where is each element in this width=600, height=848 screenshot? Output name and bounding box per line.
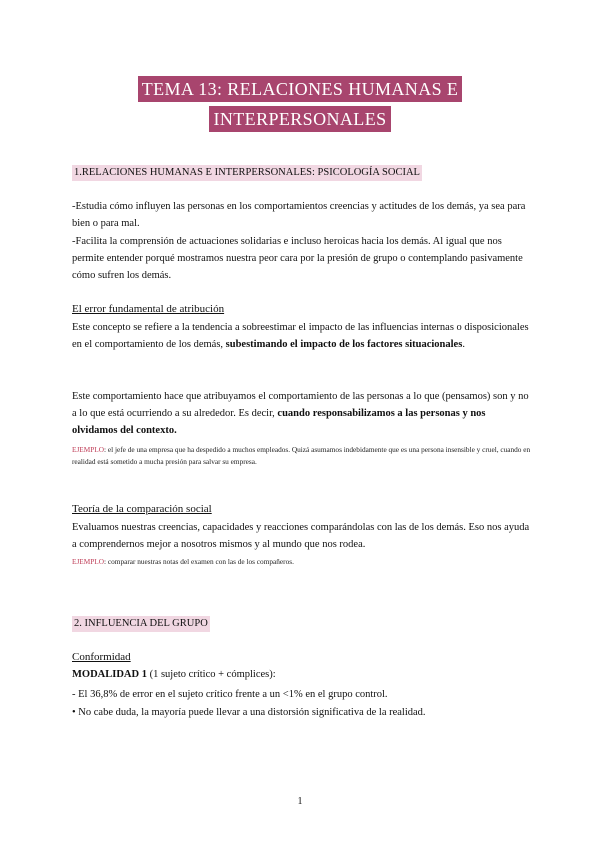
section-2-heading: 2. INFLUENCIA DEL GRUPO xyxy=(72,616,210,632)
document-title xyxy=(0,76,600,132)
section-1-heading: 1.RELACIONES HUMANAS E INTERPERSONALES: PSICOLOGÍA SOCIAL xyxy=(72,165,422,181)
conformity-subtitle: Conformidad xyxy=(72,651,131,663)
modality-text: (1 sujeto crítico + cómplices): xyxy=(146,669,276,680)
error-p1-text: Este concepto se refiere a la tendencia a sobreestimar el impacto de las influencias internas o disposicionales en el comportamiento de los demás, xyxy=(72,322,529,350)
comparison-subtitle: Teoría de la comparación social xyxy=(72,503,212,515)
conformity-line-2: • No cabe duda, la mayoría puede llevar a una distorsión significativa de la realidad. xyxy=(72,707,426,718)
error-paragraph-1 xyxy=(72,319,532,353)
intro-paragraph-1: -Estudia cómo influyen las personas en los comportamientos creencias y actitudes de los demás, ya sea para bien o para mal. xyxy=(72,201,526,229)
comparison-example xyxy=(72,556,534,568)
example-text: : el jefe de una empresa que ha despedido a muchos empleados. Quizá asumamos indebidamente que es una persona insensible y cruel, cuando en realidad está sometido a mucha presión para salvar su empresa. xyxy=(72,445,531,466)
error-subtitle: El error fundamental de atribución xyxy=(72,303,225,315)
modality-line xyxy=(72,669,276,680)
modality-bold: MODALIDAD 1 xyxy=(72,669,147,680)
error-p1-end: . xyxy=(462,339,465,350)
error-paragraph-2 xyxy=(72,388,532,439)
title-line-2: INTERPERSONALES xyxy=(209,106,390,132)
error-example xyxy=(72,444,534,468)
comparison-paragraph: Evaluamos nuestras creencias, capacidades y reacciones comparándolas con las de los demás. Eso nos ayuda a comprendernos mejor a nosotros mismos y al mundo que nos rodea. xyxy=(72,522,530,550)
error-p2-bold: cuando responsabilizamos a las personas y nos olvidamos del contexto. xyxy=(72,408,486,436)
page-number: 1 xyxy=(297,796,303,807)
example-label: EJEMPLO xyxy=(72,557,105,566)
error-p2-text: Este comportamiento hace que atribuyamos el comportamiento de las personas a lo que (pensamos) son y no a lo que está ocurriendo a su alrededor. Es decir, xyxy=(72,391,529,419)
conformity-line-1: - El 36,8% de error en el sujeto crítico frente a un <1% en el grupo control. xyxy=(72,689,388,700)
example-text: : comparar nuestras notas del examen con las de los compañeros. xyxy=(104,557,294,566)
intro-paragraph-2: -Facilita la comprensión de actuaciones solidarias e incluso heroicas hacia los demás. Al igual que nos permite entender porqué mostramos nuestra peor cara por la presión de grupo o contemplando pasivamente cómo sufren los demás. xyxy=(72,236,523,281)
title-line-1: TEMA 13: RELACIONES HUMANAS E xyxy=(138,76,463,102)
error-p1-bold: subestimando el impacto de los factores situacionales xyxy=(225,339,463,350)
example-label: EJEMPLO xyxy=(72,445,105,454)
